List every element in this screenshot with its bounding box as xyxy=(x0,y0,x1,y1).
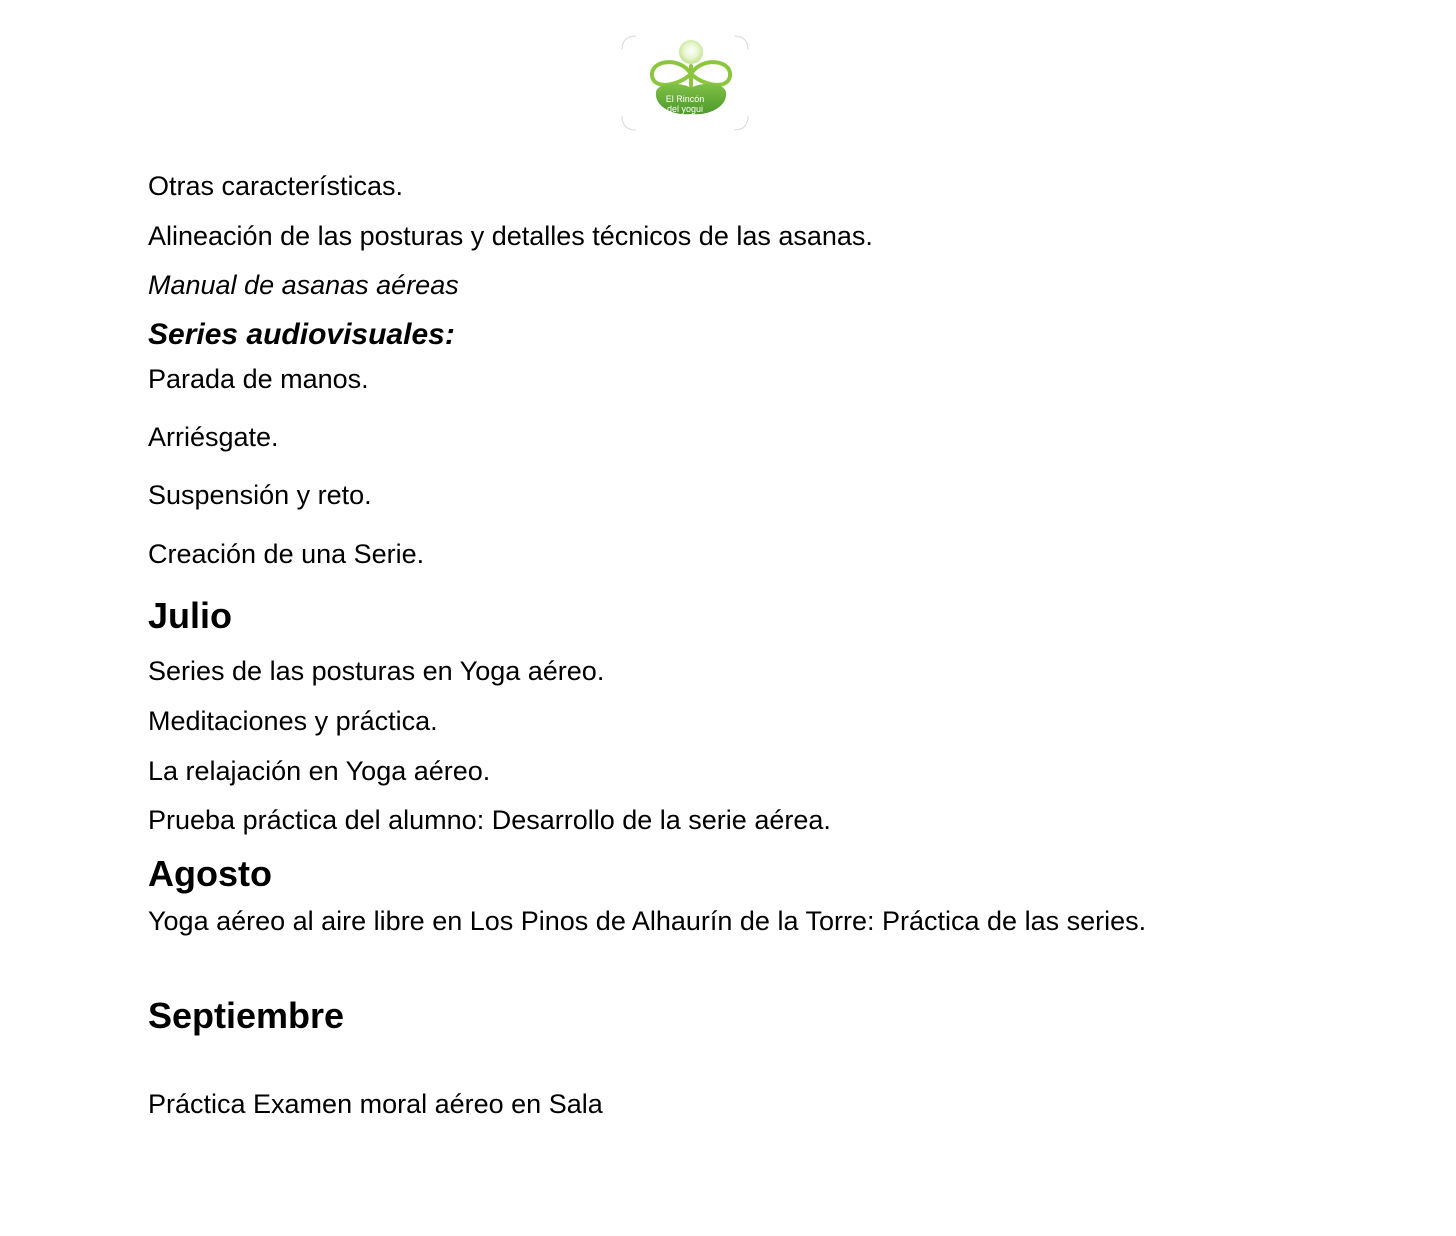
yogi-logo-icon xyxy=(620,34,750,132)
agosto-heading: Agosto xyxy=(148,853,272,894)
series-item: Parada de manos. xyxy=(148,364,369,394)
alineacion-posturas: Alineación de las posturas y detalles técnicos de las asanas. xyxy=(148,221,873,251)
series-item: Suspensión y reto. xyxy=(148,480,372,510)
julio-item: Series de las posturas en Yoga aéreo. xyxy=(148,656,605,686)
manual-asanas: Manual de asanas aéreas xyxy=(148,270,459,300)
logo-line-1: El Rincón xyxy=(665,94,705,104)
septiembre-item: Práctica Examen moral aéreo en Sala xyxy=(148,1089,603,1119)
julio-heading: Julio xyxy=(148,595,233,636)
julio-item: La relajación en Yoga aéreo. xyxy=(148,756,491,786)
series-item: Creación de una Serie. xyxy=(148,539,425,569)
septiembre-heading: Septiembre xyxy=(148,995,345,1036)
logo-line-2: del yogui xyxy=(666,104,704,114)
logo-text xyxy=(620,94,750,114)
logo xyxy=(620,34,750,132)
julio-item: Prueba práctica del alumno: Desarrollo de la serie aérea. xyxy=(148,805,831,835)
series-item: Arriésgate. xyxy=(148,422,279,452)
agosto-item: Yoga aéreo al aire libre en Los Pinos de Alhaurín de la Torre: Práctica de las series. xyxy=(148,906,1147,936)
julio-item: Meditaciones y práctica. xyxy=(148,706,438,736)
otras-caracteristicas: Otras características. xyxy=(148,171,404,201)
series-audiovisuales-heading: Series audiovisuales: xyxy=(148,318,455,351)
